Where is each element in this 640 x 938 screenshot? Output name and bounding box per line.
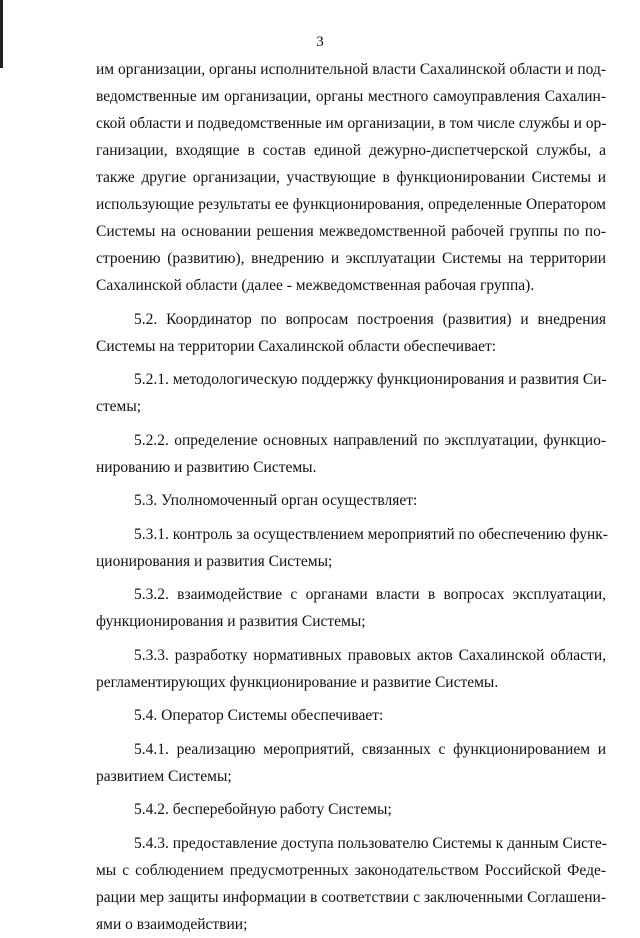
text-line: 5.2.1. методологическую поддержку функционирования и развития Си- xyxy=(134,371,607,388)
text-line: 5.4.3. предоставление доступа пользователю Системы к данным Систе- xyxy=(134,834,607,852)
paragraph xyxy=(96,736,606,790)
text-line: Системы на территории Сахалинской области обеспечивает: xyxy=(96,337,497,355)
text-line: 5.3.2. взаимодействие с органами власти в вопросах эксплуатации, xyxy=(134,586,606,603)
text-line: рации мер защиты информации в соответствии с заключенными Соглашени- xyxy=(96,888,606,906)
text-line: использующие результаты ее функционирования, определенные Оператором xyxy=(96,196,606,213)
text-line: регламентирующих функционирование и развитие Системы. xyxy=(96,673,499,691)
text-line: мы с соблюдением предусмотренных законодательством Российской Феде- xyxy=(96,861,606,879)
text-line: 5.4.1. реализацию мероприятий, связанных с функционированием и xyxy=(134,740,606,758)
text-line: Сахалинской области (далее - межведомственная рабочая группа). xyxy=(96,277,535,294)
text-line: 5.2. Координатор по вопросам построения (развития) и внедрения xyxy=(134,310,606,328)
text-line: 5.4.2. бесперебойную работу Системы; xyxy=(134,801,392,818)
document-body xyxy=(96,56,606,938)
text-line: 5.2.2. определение основных направлений по эксплуатации, функцио- xyxy=(134,431,606,449)
paragraph xyxy=(96,306,606,360)
paragraph xyxy=(96,366,606,420)
text-line: развитием Системы; xyxy=(96,767,232,785)
text-line: ской области и подведомственные им организации, в том числе службы и ор- xyxy=(96,115,607,132)
text-line: 5.3.3. разработку нормативных правовых актов Сахалинской области, xyxy=(134,646,606,664)
paragraph xyxy=(96,796,606,823)
paragraph xyxy=(96,642,606,696)
paragraph xyxy=(96,581,606,635)
page-number: 3 xyxy=(316,34,324,50)
text-line: ционирования и развития Системы; xyxy=(96,552,333,570)
paragraph xyxy=(96,702,606,729)
text-line: 5.3.1. контроль за осуществлением мероприятий по обеспечению функ- xyxy=(134,525,608,543)
text-line: также другие организации, участвующие в функционировании Системы и xyxy=(96,169,606,186)
text-line: 5.3. Уполномоченный орган осуществляет: xyxy=(134,492,418,509)
paragraph xyxy=(96,830,606,938)
text-line: ведомственные им организации, органы местного самоуправления Сахалин- xyxy=(96,88,606,105)
text-line: им организации, органы исполнительной власти Сахалинской области и под- xyxy=(96,61,606,78)
paragraph xyxy=(96,521,606,575)
paragraph xyxy=(96,56,606,299)
text-line: нированию и развитию Системы. xyxy=(96,458,317,476)
text-line: ями о взаимодействии; xyxy=(96,915,248,933)
paragraph xyxy=(96,487,606,514)
text-line: 5.4. Оператор Системы обеспечивает: xyxy=(134,707,384,724)
text-line: строению (развитию), внедрению и эксплуатации Системы на территории xyxy=(96,250,606,267)
paragraph xyxy=(96,427,606,481)
text-line: функционирования и развития Системы; xyxy=(96,613,366,630)
text-line: Системы на основании решения межведомственной рабочей группы по по- xyxy=(96,223,606,240)
text-line: ганизации, входящие в состав единой дежурно-диспетчерской службы, а xyxy=(96,142,606,159)
text-line: стемы; xyxy=(96,398,142,415)
